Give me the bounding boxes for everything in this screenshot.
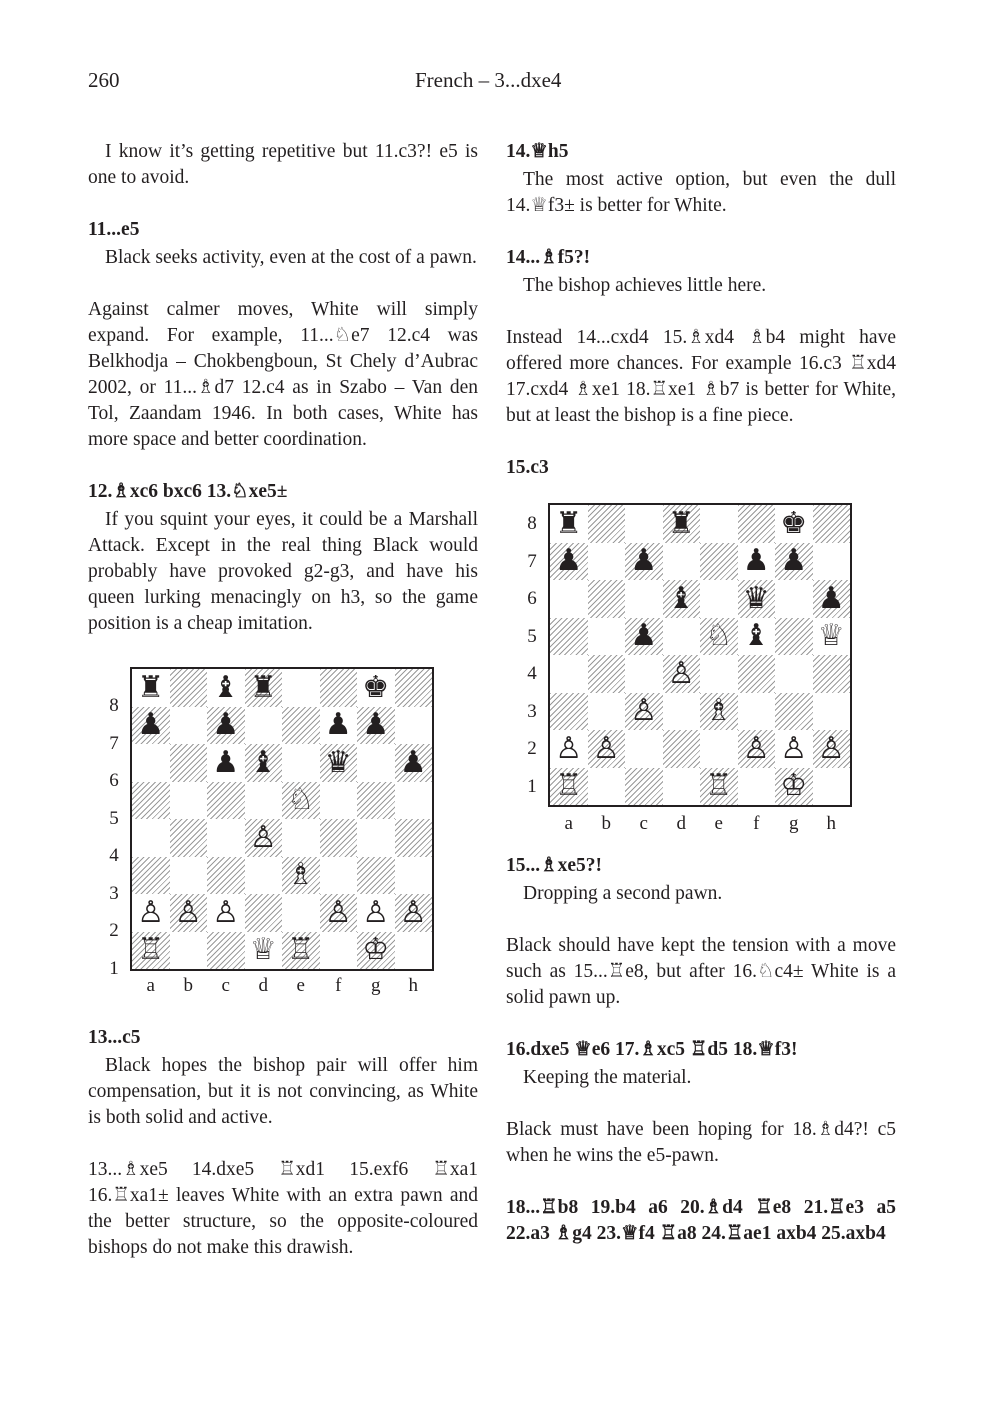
board-square bbox=[663, 580, 701, 618]
rank-label: 3 bbox=[527, 700, 537, 722]
board-square bbox=[738, 618, 776, 656]
file-label: d bbox=[676, 813, 686, 834]
board-square bbox=[357, 744, 395, 782]
rank-label: 1 bbox=[109, 957, 119, 979]
board-square bbox=[588, 505, 626, 543]
board-square bbox=[625, 580, 663, 618]
board-square bbox=[588, 730, 626, 768]
board-square bbox=[320, 744, 358, 782]
board-square bbox=[357, 932, 395, 970]
board-square bbox=[170, 782, 208, 820]
board-square bbox=[813, 543, 851, 581]
board-square bbox=[357, 707, 395, 745]
black-bishop-icon: ♝ bbox=[212, 669, 240, 705]
board-square bbox=[775, 543, 813, 581]
black-pawn-icon: ♟ bbox=[742, 543, 770, 579]
board-square bbox=[207, 707, 245, 745]
board-square bbox=[320, 819, 358, 857]
board-square bbox=[625, 655, 663, 693]
chess-diagram bbox=[88, 667, 478, 1003]
white-pawn-icon: ♙ bbox=[137, 894, 165, 930]
board-square bbox=[282, 819, 320, 857]
rank-label: 6 bbox=[109, 770, 119, 791]
rank-label: 8 bbox=[109, 695, 119, 716]
board-square bbox=[775, 730, 813, 768]
file-label: b bbox=[183, 975, 193, 996]
board-square bbox=[245, 744, 283, 782]
board-square bbox=[625, 505, 663, 543]
board-square bbox=[132, 744, 170, 782]
board-square bbox=[132, 857, 170, 895]
board-square bbox=[813, 693, 851, 731]
file-labels bbox=[132, 973, 432, 999]
board-square bbox=[700, 618, 738, 656]
black-pawn-icon: ♟ bbox=[630, 543, 658, 579]
board-square bbox=[588, 580, 626, 618]
board-square bbox=[625, 543, 663, 581]
board-square bbox=[663, 655, 701, 693]
board-square bbox=[550, 543, 588, 581]
board-square bbox=[700, 730, 738, 768]
board-square bbox=[738, 768, 776, 806]
file-label: g bbox=[789, 813, 799, 834]
paragraph: Black must have been hoping for 18.♗d4?! c5 when he wins the e5-pawn. bbox=[506, 1119, 896, 1166]
board-square bbox=[245, 857, 283, 895]
board-square bbox=[813, 655, 851, 693]
rank-label: 2 bbox=[527, 738, 537, 759]
file-label: h bbox=[408, 975, 418, 996]
rank-label: 4 bbox=[527, 663, 537, 684]
board-square bbox=[282, 669, 320, 707]
move-heading: 12.♗xc6 bxc6 13.♘xe5± bbox=[88, 481, 288, 502]
board-square bbox=[320, 857, 358, 895]
white-knight-icon: ♘ bbox=[287, 782, 315, 818]
board-square bbox=[357, 669, 395, 707]
white-rook-icon: ♖ bbox=[137, 932, 165, 968]
rank-label: 6 bbox=[527, 588, 537, 609]
board-square bbox=[738, 655, 776, 693]
white-pawn-icon: ♙ bbox=[592, 730, 620, 766]
black-pawn-icon: ♟ bbox=[137, 707, 165, 743]
white-pawn-icon: ♙ bbox=[780, 730, 808, 766]
board-square bbox=[320, 894, 358, 932]
file-label: d bbox=[258, 975, 268, 996]
white-pawn-icon: ♙ bbox=[667, 655, 695, 691]
board-square bbox=[207, 669, 245, 707]
page-number: 260 bbox=[88, 68, 120, 92]
board-square bbox=[663, 618, 701, 656]
board-square bbox=[207, 894, 245, 932]
white-queen-icon: ♕ bbox=[249, 932, 277, 968]
board-square bbox=[245, 894, 283, 932]
rank-label: 7 bbox=[527, 550, 537, 572]
board-square bbox=[282, 894, 320, 932]
file-label: b bbox=[601, 813, 611, 834]
board-square bbox=[738, 730, 776, 768]
chess-board bbox=[130, 667, 434, 971]
board-square bbox=[395, 819, 433, 857]
board-square bbox=[282, 707, 320, 745]
board-square bbox=[663, 543, 701, 581]
move-heading: 13...c5 bbox=[88, 1027, 141, 1048]
board-square bbox=[207, 782, 245, 820]
move-heading: 16.dxe5 ♕e6 17.♗xc5 ♖d5 18.♕f3! bbox=[506, 1039, 798, 1060]
white-king-icon: ♔ bbox=[362, 932, 390, 968]
board-square bbox=[663, 505, 701, 543]
rank-label: 4 bbox=[109, 845, 119, 866]
board-square bbox=[663, 730, 701, 768]
board-square bbox=[700, 693, 738, 731]
rank-label: 8 bbox=[527, 513, 537, 534]
board-square bbox=[282, 744, 320, 782]
board-square bbox=[282, 932, 320, 970]
board-square bbox=[170, 932, 208, 970]
board-square bbox=[132, 669, 170, 707]
board-square bbox=[132, 782, 170, 820]
board-square bbox=[245, 707, 283, 745]
board-square bbox=[245, 669, 283, 707]
rank-label: 2 bbox=[109, 920, 119, 941]
board-square bbox=[775, 580, 813, 618]
board-square bbox=[550, 505, 588, 543]
rank-labels bbox=[102, 687, 126, 987]
board-square bbox=[282, 857, 320, 895]
paragraph: The bishop achieves little here. bbox=[523, 275, 767, 296]
file-label: g bbox=[371, 975, 381, 996]
black-queen-icon: ♛ bbox=[742, 580, 770, 616]
white-pawn-icon: ♙ bbox=[212, 894, 240, 930]
black-rook-icon: ♜ bbox=[555, 505, 583, 541]
board-square bbox=[775, 505, 813, 543]
paragraph: Keeping the material. bbox=[523, 1067, 692, 1088]
file-label: c bbox=[639, 813, 648, 834]
board-square bbox=[588, 618, 626, 656]
board-square bbox=[320, 932, 358, 970]
board-square bbox=[775, 768, 813, 806]
black-rook-icon: ♜ bbox=[667, 505, 695, 541]
board-square bbox=[588, 655, 626, 693]
black-pawn-icon: ♟ bbox=[555, 543, 583, 579]
paragraph: The most active option, but even the dull 14.♕f3± is better for White. bbox=[506, 169, 896, 216]
black-bishop-icon: ♝ bbox=[249, 744, 277, 780]
board-square bbox=[588, 693, 626, 731]
board-square bbox=[395, 932, 433, 970]
paragraph: Against calmer moves, White will simply expand. For example, 11...♘e7 12.c4 was Belkhodja – Chokbengboun, St Chely d’Aubrac 2002, or 11...♗d7 12.c4 as in Szabo – Van den Tol, Zaandam 1946. In both cases, White has more space and better coordination. bbox=[88, 299, 478, 450]
paragraph: Instead 14...cxd4 15.♗xd4 ♗b4 might have offered more chances. For example 16.c3 ♖xd4 17.cxd4 ♗xe1 18.♖xe1 ♗b7 is better for White, but at least the bishop is a fine piece. bbox=[506, 327, 896, 426]
file-label: c bbox=[221, 975, 230, 996]
black-king-icon: ♚ bbox=[362, 669, 390, 705]
black-pawn-icon: ♟ bbox=[630, 618, 658, 654]
white-pawn-icon: ♙ bbox=[630, 693, 658, 729]
file-label: a bbox=[146, 975, 155, 996]
file-label: f bbox=[753, 813, 760, 834]
black-pawn-icon: ♟ bbox=[362, 707, 390, 743]
black-bishop-icon: ♝ bbox=[742, 618, 770, 654]
black-king-icon: ♚ bbox=[780, 505, 808, 541]
black-rook-icon: ♜ bbox=[137, 669, 165, 705]
file-label: e bbox=[714, 813, 723, 834]
file-label: a bbox=[564, 813, 573, 834]
board-square bbox=[775, 693, 813, 731]
board-square bbox=[132, 819, 170, 857]
board-square bbox=[625, 730, 663, 768]
black-bishop-icon: ♝ bbox=[667, 580, 695, 616]
board-square bbox=[813, 580, 851, 618]
board-square bbox=[245, 932, 283, 970]
board-square bbox=[550, 768, 588, 806]
white-pawn-icon: ♙ bbox=[324, 894, 352, 930]
right-column bbox=[506, 139, 896, 1249]
board-square bbox=[207, 932, 245, 970]
board-square bbox=[320, 707, 358, 745]
white-rook-icon: ♖ bbox=[555, 768, 583, 804]
rank-labels bbox=[520, 505, 544, 805]
board-square bbox=[395, 894, 433, 932]
file-label: h bbox=[826, 813, 836, 834]
board-square bbox=[170, 707, 208, 745]
board-square bbox=[775, 655, 813, 693]
board-square bbox=[395, 782, 433, 820]
board-square bbox=[245, 819, 283, 857]
board-square bbox=[738, 580, 776, 618]
white-pawn-icon: ♙ bbox=[174, 894, 202, 930]
black-pawn-icon: ♟ bbox=[780, 543, 808, 579]
paragraph: If you squint your eyes, it could be a Marshall Attack. Except in the real thing Black would probably have provoked g2-g3, and have his queen lurking menacingly on h3, so the game position is a cheap imitation. bbox=[88, 509, 478, 634]
rank-label: 5 bbox=[527, 625, 537, 647]
board-square bbox=[245, 782, 283, 820]
running-head: French – 3...dxe4 bbox=[415, 68, 562, 92]
board-square bbox=[700, 768, 738, 806]
file-label: f bbox=[335, 975, 342, 996]
board-square bbox=[357, 857, 395, 895]
board-square bbox=[550, 730, 588, 768]
board-square bbox=[738, 693, 776, 731]
black-pawn-icon: ♟ bbox=[399, 744, 427, 780]
rank-label: 1 bbox=[527, 775, 537, 797]
board-square bbox=[625, 693, 663, 731]
move-heading: 14.♕h5 bbox=[506, 141, 569, 162]
board-square bbox=[395, 669, 433, 707]
board-square bbox=[357, 782, 395, 820]
black-pawn-icon: ♟ bbox=[212, 707, 240, 743]
board-square bbox=[625, 618, 663, 656]
board-square bbox=[207, 819, 245, 857]
board-square bbox=[700, 543, 738, 581]
board-square bbox=[813, 505, 851, 543]
board-square bbox=[550, 693, 588, 731]
board-square bbox=[170, 894, 208, 932]
board-square bbox=[320, 782, 358, 820]
board-square bbox=[738, 505, 776, 543]
paragraph: Black should have kept the tension with a move such as 15...♖e8, but after 16.♘c4± White is a solid pawn up. bbox=[506, 935, 896, 1008]
white-rook-icon: ♖ bbox=[705, 768, 733, 804]
black-pawn-icon: ♟ bbox=[324, 707, 352, 743]
white-pawn-icon: ♙ bbox=[555, 730, 583, 766]
board-square bbox=[663, 768, 701, 806]
white-queen-icon: ♕ bbox=[817, 618, 845, 654]
file-labels bbox=[550, 811, 850, 837]
board-square bbox=[170, 669, 208, 707]
board-square bbox=[550, 618, 588, 656]
board-square bbox=[588, 768, 626, 806]
file-label: e bbox=[296, 975, 305, 996]
board-square bbox=[813, 618, 851, 656]
board-square bbox=[320, 669, 358, 707]
move-heading: 15...♗xe5?! bbox=[506, 855, 603, 876]
board-square bbox=[588, 543, 626, 581]
white-pawn-icon: ♙ bbox=[817, 730, 845, 766]
paragraph: I know it’s getting repetitive but 11.c3?! e5 is one to avoid. bbox=[88, 141, 478, 188]
board-square bbox=[775, 618, 813, 656]
black-rook-icon: ♜ bbox=[249, 669, 277, 705]
white-bishop-icon: ♗ bbox=[287, 857, 315, 893]
white-king-icon: ♔ bbox=[780, 768, 808, 804]
move-heading: 15.c3 bbox=[506, 457, 549, 478]
board-square bbox=[395, 744, 433, 782]
board-square bbox=[357, 819, 395, 857]
white-bishop-icon: ♗ bbox=[705, 693, 733, 729]
chess-diagram bbox=[506, 503, 896, 839]
paragraph: Dropping a second pawn. bbox=[523, 883, 723, 904]
black-pawn-icon: ♟ bbox=[212, 744, 240, 780]
paragraph: Black hopes the bishop pair will offer him compensation, but it is not convincing, as White is both solid and active. bbox=[88, 1055, 478, 1128]
white-rook-icon: ♖ bbox=[287, 932, 315, 968]
board-square bbox=[170, 819, 208, 857]
board-square bbox=[395, 857, 433, 895]
board-square bbox=[813, 730, 851, 768]
board-square bbox=[550, 655, 588, 693]
board-square bbox=[625, 768, 663, 806]
left-column bbox=[88, 139, 478, 1287]
board-square bbox=[550, 580, 588, 618]
board-square bbox=[170, 744, 208, 782]
white-pawn-icon: ♙ bbox=[742, 730, 770, 766]
board-square bbox=[813, 768, 851, 806]
paragraph: 13...♗xe5 14.dxe5 ♖xd1 15.exf6 ♖xa1 16.♖xa1± leaves White with an extra pawn and the better structure, so the opposite-coloured bishops do not make this drawish. bbox=[88, 1159, 478, 1258]
board-square bbox=[357, 894, 395, 932]
board-square bbox=[700, 580, 738, 618]
paragraph: Black seeks activity, even at the cost of a pawn. bbox=[105, 247, 477, 268]
white-pawn-icon: ♙ bbox=[249, 819, 277, 855]
board-square bbox=[395, 707, 433, 745]
move-heading: 18...♖b8 19.b4 a6 20.♗d4 ♖e8 21.♖e3 a5 22.a3 ♗g4 23.♕f4 ♖a8 24.♖ae1 axb4 25.axb4 bbox=[506, 1197, 896, 1244]
board-square bbox=[663, 693, 701, 731]
chess-board bbox=[548, 503, 852, 807]
white-knight-icon: ♘ bbox=[705, 618, 733, 654]
rank-label: 7 bbox=[109, 732, 119, 754]
move-heading: 11...e5 bbox=[88, 219, 140, 240]
white-pawn-icon: ♙ bbox=[362, 894, 390, 930]
board-square bbox=[738, 543, 776, 581]
board-square bbox=[170, 857, 208, 895]
black-queen-icon: ♛ bbox=[324, 744, 352, 780]
board-square bbox=[132, 707, 170, 745]
board-square bbox=[282, 782, 320, 820]
board-square bbox=[132, 932, 170, 970]
move-heading: 14...♗f5?! bbox=[506, 247, 591, 268]
black-pawn-icon: ♟ bbox=[817, 580, 845, 616]
white-pawn-icon: ♙ bbox=[399, 894, 427, 930]
board-square bbox=[132, 894, 170, 932]
board-square bbox=[700, 505, 738, 543]
board-square bbox=[700, 655, 738, 693]
board-square bbox=[207, 857, 245, 895]
rank-label: 3 bbox=[109, 882, 119, 904]
board-square bbox=[207, 744, 245, 782]
rank-label: 5 bbox=[109, 807, 119, 829]
